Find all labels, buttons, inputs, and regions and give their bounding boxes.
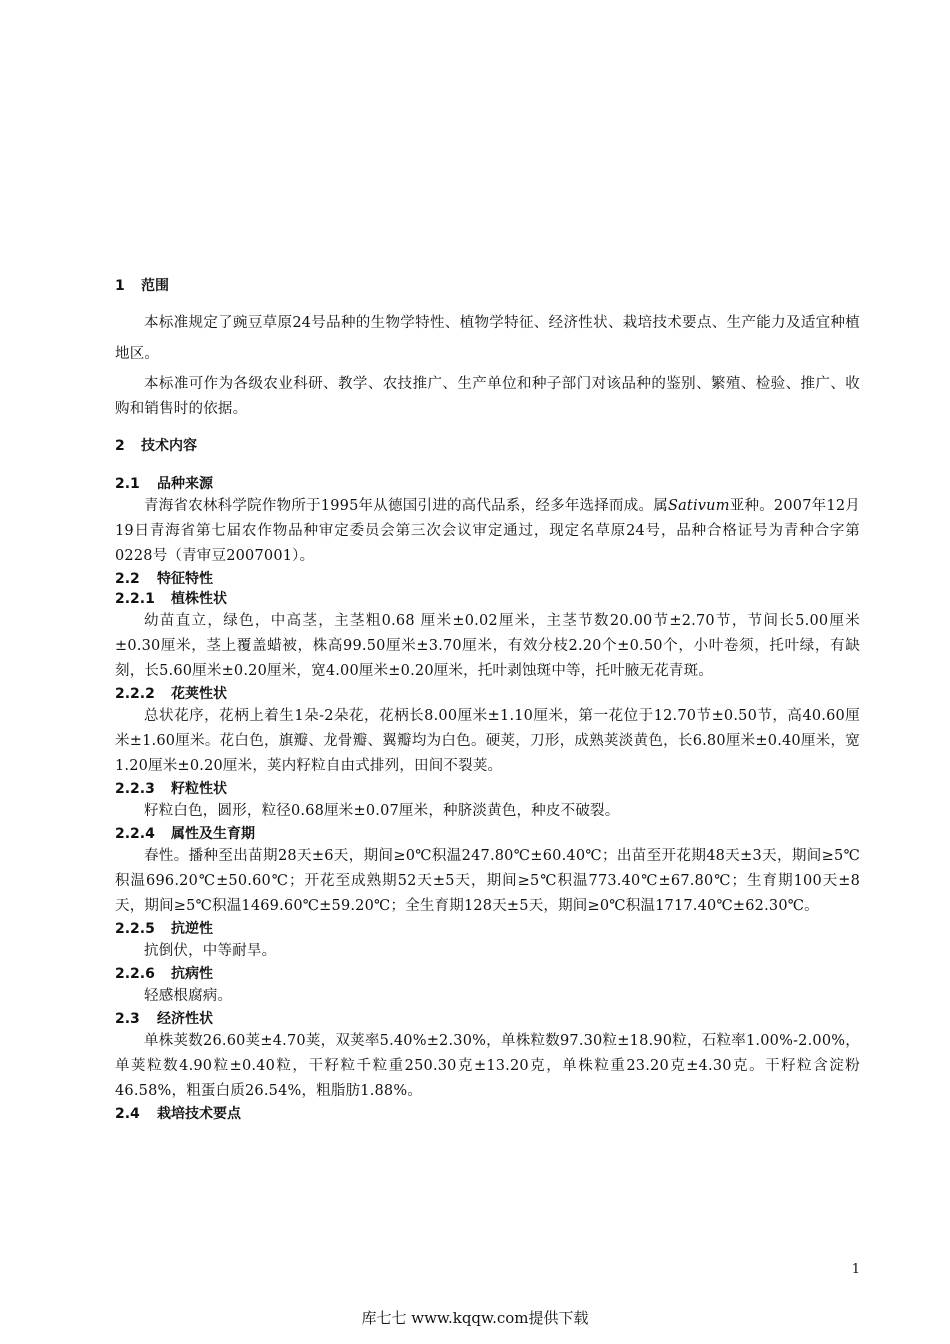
scope-paragraph-1: 本标准规定了豌豆草原24号品种的生物学特性、植物学特征、经济性状、栽培技术要点、生产能力及适宜种植地区。 xyxy=(115,315,860,362)
stress-resistance-paragraph: 抗倒伏，中等耐旱。 xyxy=(144,943,277,959)
variety-source-text-1: 青海省农林科学院作物所于1995年从德国引进的高代品系，经多年选择而成。属 xyxy=(144,498,668,514)
section-title: 品种来源 xyxy=(157,476,213,492)
section-heading-2 xyxy=(115,436,860,456)
section-heading-1 xyxy=(115,276,860,296)
scientific-name: Sativum xyxy=(667,498,730,514)
section-title: 属性及生育期 xyxy=(171,826,255,842)
section-title: 特征特性 xyxy=(157,571,213,587)
section-heading-2-1 xyxy=(115,474,860,494)
section-number: 2.4 xyxy=(115,1106,140,1122)
disease-resistance-paragraph: 轻感根腐病。 xyxy=(144,988,233,1004)
page-number: 1 xyxy=(851,1262,860,1277)
section-number: 2.2 xyxy=(115,571,140,587)
section-title: 栽培技术要点 xyxy=(157,1106,241,1122)
section-heading-2-2 xyxy=(115,569,860,589)
section-number: 2.2.1 xyxy=(115,591,155,607)
section-number: 2.3 xyxy=(115,1011,140,1027)
section-number: 1 xyxy=(115,278,125,294)
section-heading-2-2-4 xyxy=(115,824,860,844)
section-title: 抗逆性 xyxy=(171,921,213,937)
section-title: 经济性状 xyxy=(157,1011,213,1027)
economic-traits-paragraph: 单株荚数26.60荚±4.70荚，双荚率5.40%±2.30%，单株粒数97.30粒±18.90粒，石粒率1.00%-2.00%，单荚粒数4.90粒±0.40粒，干籽粒千粒重250.30克±13.20克，单株粒重23.20克±4.30克。干籽粒含淀粉46.58%，粗蛋白质26.54%，粗脂肪1.88%。 xyxy=(115,1033,860,1099)
section-number: 2.2.5 xyxy=(115,921,155,937)
variety-source-paragraph xyxy=(115,494,860,569)
section-title: 植株性状 xyxy=(171,591,227,607)
section-number: 2 xyxy=(115,438,125,454)
section-heading-2-3 xyxy=(115,1009,860,1029)
section-heading-2-2-1 xyxy=(115,589,860,609)
section-number: 2.1 xyxy=(115,476,140,492)
section-number: 2.2.3 xyxy=(115,781,155,797)
document-body xyxy=(115,276,860,1124)
growth-period-paragraph: 春性。播种至出苗期28天±6天，期间≥0℃积温247.80℃±60.40℃；出苗至开花期48天±3天，期间≥5℃积温696.20℃±50.60℃；开花至成熟期52天±5天，期间≥5℃积温773.40℃±67.80℃；生育期100天±8天，期间≥5℃积温1469.60℃±59.20℃；全生育期128天±5天，期间≥0℃积温1717.40℃±62.30℃。 xyxy=(115,848,860,914)
section-heading-2-2-5 xyxy=(115,919,860,939)
footer-watermark-text: 库七七 www.kqqw.com提供下载 xyxy=(361,1309,589,1327)
section-heading-2-4 xyxy=(115,1104,860,1124)
variety-source-text-2: 亚种。2007年12月19日青海省第七届农作物品种审定委员会第三次会议审定通过，现定名草原24号，品种合格证号为青种合字第0228号（青审豆2007001）。 xyxy=(115,498,860,564)
section-number: 2.2.2 xyxy=(115,686,155,702)
section-title: 抗病性 xyxy=(171,966,213,982)
section-number: 2.2.6 xyxy=(115,966,155,982)
section-title: 籽粒性状 xyxy=(171,781,227,797)
section-title: 花荚性状 xyxy=(171,686,227,702)
section-heading-2-2-6 xyxy=(115,964,860,984)
flower-pod-paragraph: 总状花序，花柄上着生1朵-2朵花，花柄长8.00厘米±1.10厘米，第一花位于12.70节±0.50节，高40.60厘米±1.60厘米。花白色，旗瓣、龙骨瓣、翼瓣均为白色。硬荚，刀形，成熟荚淡黄色，长6.80厘米±0.40厘米，宽1.20厘米±0.20厘米，荚内籽粒自由式排列，田间不裂荚。 xyxy=(115,708,860,774)
scope-paragraph-2: 本标准可作为各级农业科研、教学、农技推广、生产单位和种子部门对该品种的鉴别、繁殖、检验、推广、收购和销售时的依据。 xyxy=(115,376,860,417)
plant-traits-paragraph: 幼苗直立，绿色，中高茎，主茎粗0.68 厘米±0.02厘米，主茎节数20.00节±2.70节，节间长5.00厘米±0.30厘米，茎上覆盖蜡被，株高99.50厘米±3.70厘米，有效分枝2.20个±0.50个，小叶卷须，托叶绿，有缺刻，长5.60厘米±0.20厘米，宽4.00厘米±0.20厘米，托叶剥蚀斑中等，托叶腋无花青斑。 xyxy=(115,613,860,679)
section-title: 技术内容 xyxy=(141,438,197,454)
section-title: 范围 xyxy=(141,278,169,294)
section-heading-2-2-2 xyxy=(115,684,860,704)
section-heading-2-2-3 xyxy=(115,779,860,799)
seed-traits-paragraph: 籽粒白色，圆形，粒径0.68厘米±0.07厘米，种脐淡黄色，种皮不破裂。 xyxy=(144,803,620,819)
section-number: 2.2.4 xyxy=(115,826,155,842)
